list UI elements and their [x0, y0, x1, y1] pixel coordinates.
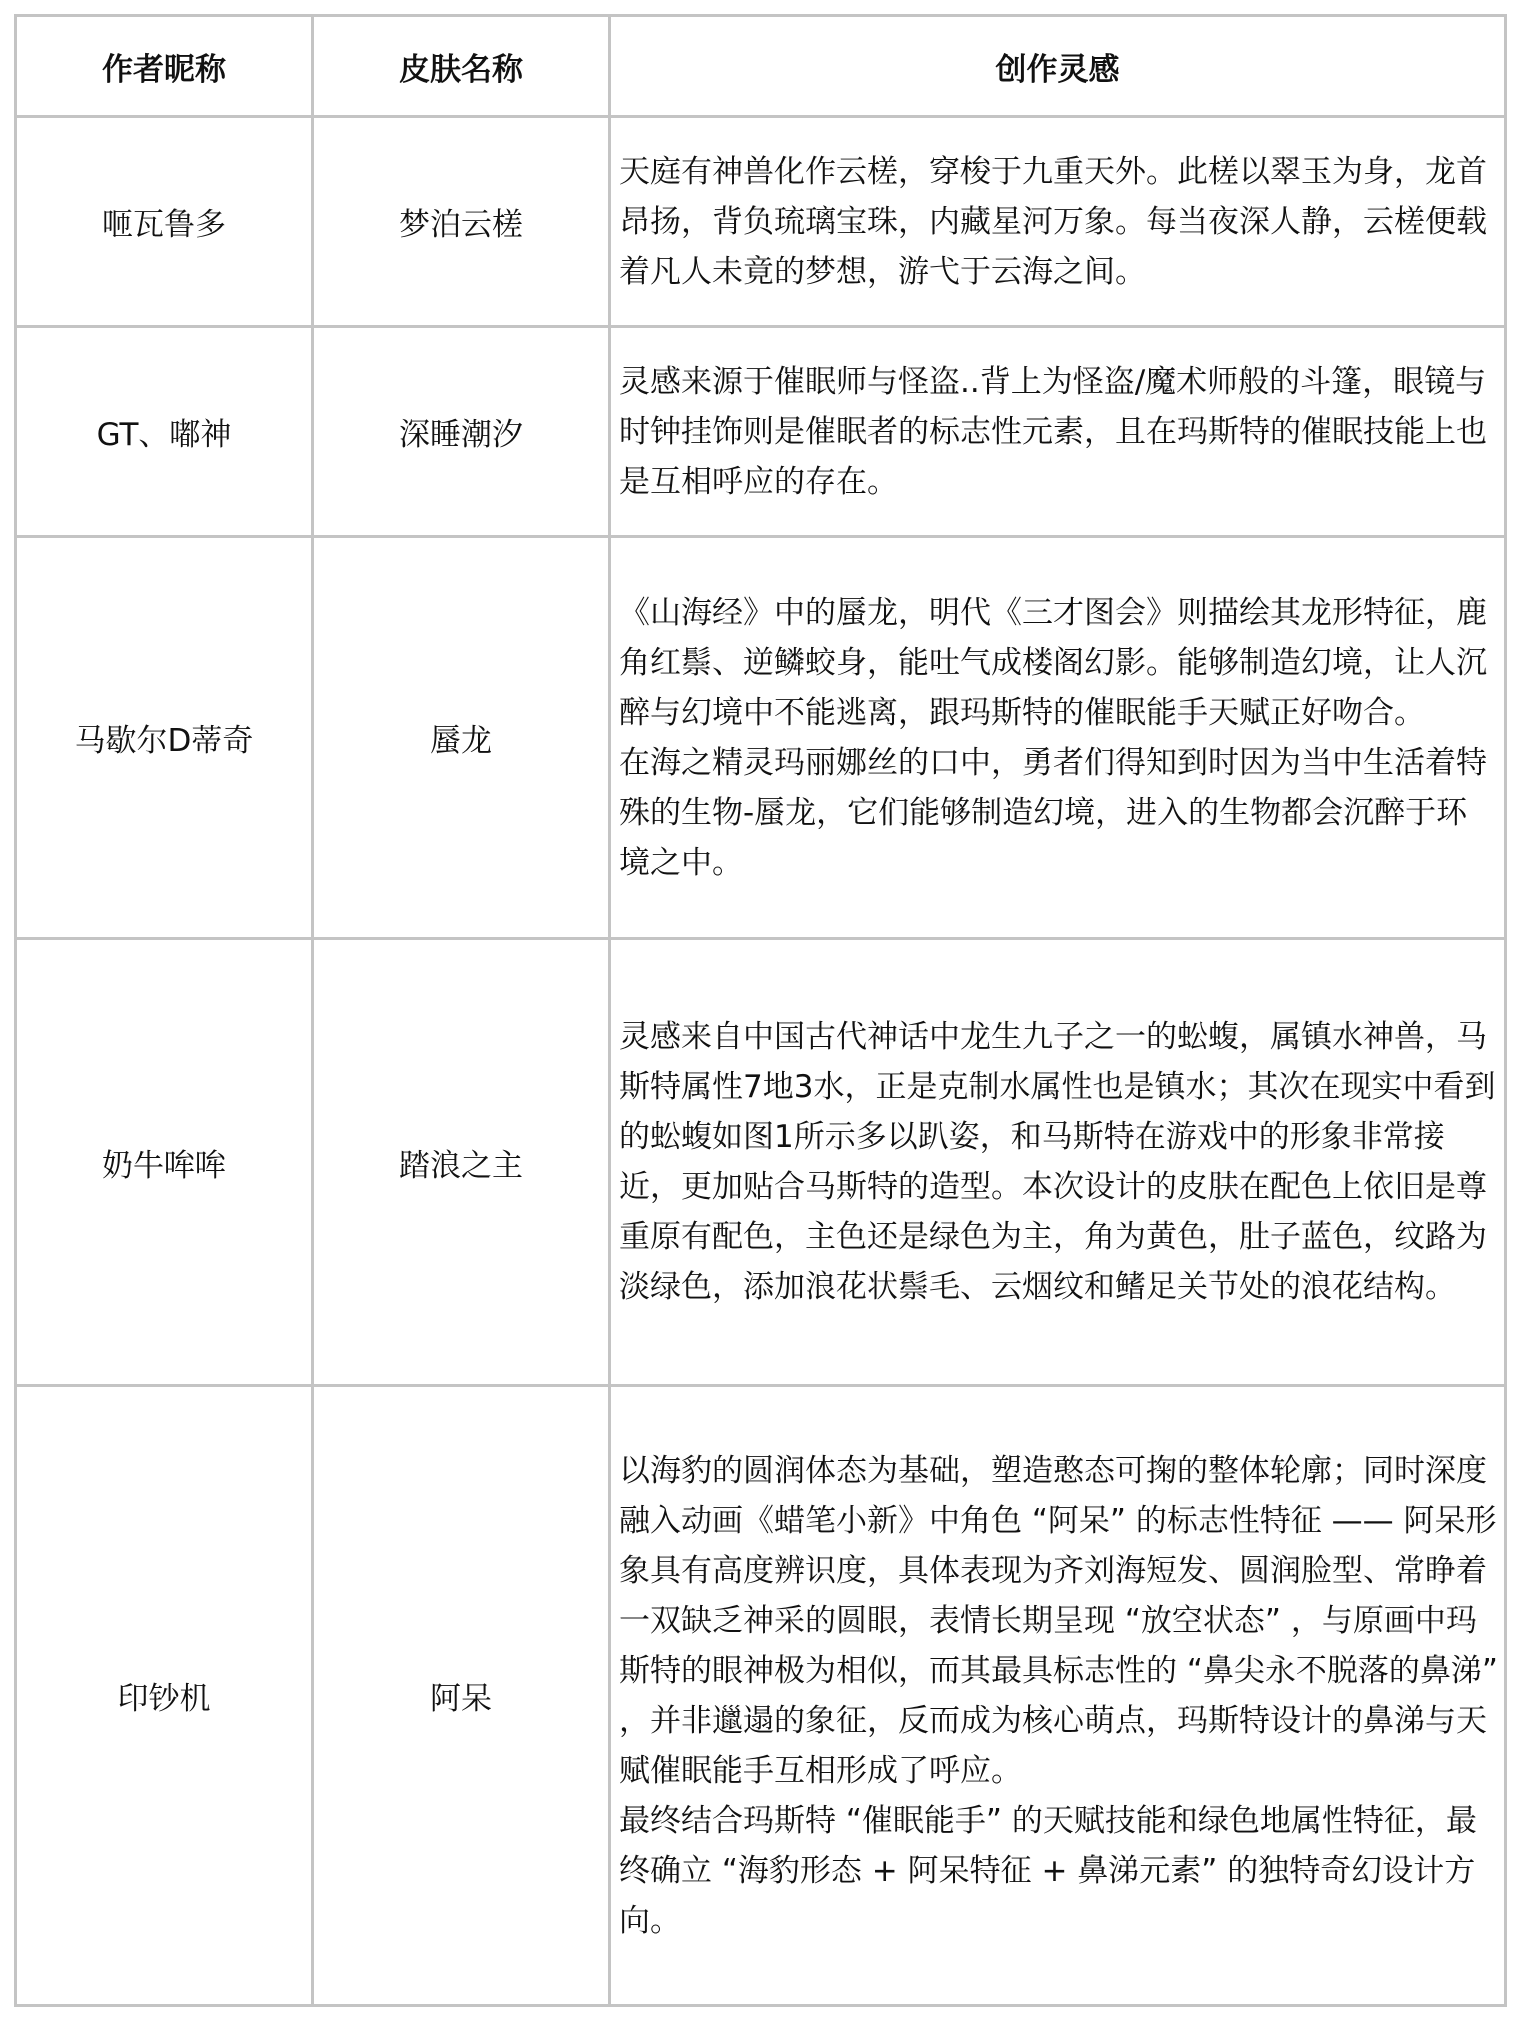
table-row: [16, 327, 1506, 537]
inspiration-paragraph: 最终结合玛斯特 “催眠能手” 的天赋技能和绿色地属性特征，最终确立 “海豹形态 + 阿呆特征 + 鼻涕元素” 的独特奇幻设计方向。: [619, 1802, 1477, 1939]
inspiration-cell: [610, 939, 1506, 1386]
skin-submission-table: [14, 14, 1507, 2007]
inspiration-cell: [610, 117, 1506, 327]
skin-submission-table-container: [14, 14, 1504, 2007]
skin-name-cell: 梦泊云槎: [313, 117, 610, 327]
author-cell: 奶牛哞哞: [16, 939, 313, 1386]
inspiration-paragraph: 《山海经》中的蜃龙，明代《三才图会》则描绘其龙形特征，鹿角红鬃、逆鳞蛟身，能吐气成楼阁幻影。能够制造幻境，让人沉醉与幻境中不能逃离，跟玛斯特的催眠能手天赋正好吻合。: [619, 594, 1487, 731]
header-author-nickname: 作者昵称: [16, 16, 313, 117]
header-row: [16, 16, 1506, 117]
inspiration-paragraph: 在海之精灵玛丽娜丝的口中，勇者们得知到时因为当中生活着特殊的生物-蜃龙，它们能够制造幻境，进入的生物都会沉醉于环境之中。: [619, 744, 1487, 881]
author-cell: 印钞机: [16, 1386, 313, 2006]
inspiration-cell: [610, 327, 1506, 537]
author-cell: 咂瓦鲁多: [16, 117, 313, 327]
author-cell: 马歇尔D蒂奇: [16, 537, 313, 939]
skin-name-cell: 深睡潮汐: [313, 327, 610, 537]
skin-name-cell: 踏浪之主: [313, 939, 610, 1386]
header-inspiration: 创作灵感: [610, 16, 1506, 117]
table-row: [16, 537, 1506, 939]
table-row: [16, 939, 1506, 1386]
header-skin-name: 皮肤名称: [313, 16, 610, 117]
table-row: [16, 117, 1506, 327]
inspiration-cell: [610, 1386, 1506, 2006]
inspiration-paragraph: 以海豹的圆润体态为基础，塑造憨态可掬的整体轮廓；同时深度融入动画《蜡笔小新》中角色 “阿呆” 的标志性特征 —— 阿呆形象具有高度辨识度，具体表现为齐刘海短发、圆润脸型、常睁着一双缺乏神采的圆眼，表情长期呈现 “放空状态” ，与原画中玛斯特的眼神极为相似，而其最具标志性的 “鼻尖永不脱落的鼻涕” ，并非邋遢的象征，反而成为核心萌点，玛斯特设计的鼻涕与天赋催眠能手互相形成了呼应。: [619, 1452, 1498, 1789]
skin-name-cell: 蜃龙: [313, 537, 610, 939]
inspiration-paragraph: 天庭有神兽化作云槎，穿梭于九重天外。此槎以翠玉为身，龙首昂扬，背负琉璃宝珠，内藏星河万象。每当夜深人静，云槎便载着凡人未竟的梦想，游弋于云海之间。: [619, 153, 1487, 290]
inspiration-paragraph: 灵感来自中国古代神话中龙生九子之一的蚣蝮，属镇水神兽，马斯特属性7地3水，正是克制水属性也是镇水；其次在现实中看到的蚣蝮如图1所示多以趴姿，和马斯特在游戏中的形象非常接近，更加贴合马斯特的造型。本次设计的皮肤在配色上依旧是尊重原有配色，主色还是绿色为主，角为黄色，肚子蓝色，纹路为淡绿色，添加浪花状鬃毛、云烟纹和鳍足关节处的浪花结构。: [619, 1019, 1496, 1305]
inspiration-cell: [610, 537, 1506, 939]
skin-name-cell: 阿呆: [313, 1386, 610, 2006]
inspiration-paragraph: 灵感来源于催眠师与怪盗..背上为怪盗/魔术师般的斗篷，眼镜与时钟挂饰则是催眠者的标志性元素，且在玛斯特的催眠技能上也是互相呼应的存在。: [619, 363, 1487, 500]
author-cell: GT、嘟神: [16, 327, 313, 537]
table-row: [16, 1386, 1506, 2006]
